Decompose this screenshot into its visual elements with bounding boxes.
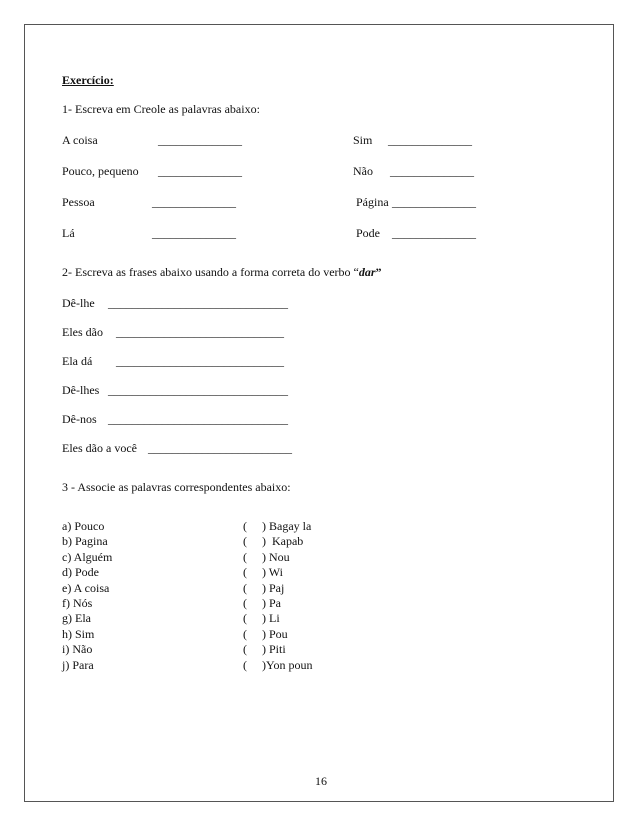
q3-left-item: e) A coisa — [62, 580, 110, 595]
q3-left-item: f) Nós — [62, 596, 93, 610]
q2-phrase: Eles dão — [62, 325, 103, 339]
q2-phrase: Dê-lhes — [62, 383, 100, 397]
q3-right-item[interactable]: ( ) Kapab — [243, 534, 304, 549]
q3-left-item: j) Para — [62, 657, 94, 672]
q1-blank[interactable]: ______________ — [158, 164, 242, 178]
exercise-title: Exercício: — [62, 73, 114, 87]
q3-right-item[interactable]: ( ) Li — [243, 611, 280, 626]
q3-right-item[interactable]: ( )Yon poun — [243, 657, 313, 672]
q2-heading-prefix: 2- Escreva as frases abaixo usando a forma correta do verbo “ — [62, 265, 359, 279]
q3-right-item[interactable]: ( ) Pou — [243, 626, 288, 641]
q2-phrase: Dê-nos — [62, 412, 97, 426]
q1-blank[interactable]: ______________ — [158, 133, 242, 147]
q2-phrase: Eles dão a você — [62, 441, 137, 455]
q3-right-item[interactable]: ( ) Pa — [243, 596, 281, 610]
q2-blank[interactable]: ________________________ — [148, 441, 292, 455]
q3-left-item: a) Pouco — [62, 519, 105, 533]
q2-blank[interactable]: ____________________________ — [116, 354, 284, 368]
q2-blank[interactable]: ______________________________ — [108, 412, 288, 426]
q2-heading-verb: dar — [358, 265, 376, 279]
q3-heading: 3 - Associe as palavras correspondentes abaixo: — [62, 480, 291, 494]
q1-word: A coisa — [62, 133, 98, 147]
q1-blank[interactable]: ______________ — [392, 226, 476, 240]
q1-heading: 1- Escreva em Creole as palavras abaixo: — [62, 102, 260, 116]
q3-left-item: g) Ela — [62, 611, 91, 626]
q2-heading — [62, 265, 382, 279]
q3-right-item[interactable]: ( ) Nou — [243, 549, 290, 564]
q3-right-item[interactable]: ( ) Bagay la — [243, 519, 312, 533]
q3-left-item: h) Sim — [62, 626, 95, 641]
q2-heading-suffix: ” — [375, 265, 382, 279]
q2-blank[interactable]: ______________________________ — [108, 296, 288, 310]
q1-blank[interactable]: ______________ — [390, 164, 474, 178]
q2-phrase: Dê-lhe — [62, 296, 95, 310]
q3-right-item[interactable]: ( ) Paj — [243, 580, 285, 595]
q1-word: Sim — [353, 133, 373, 147]
q1-word: Pode — [356, 226, 380, 240]
q3-right-item[interactable]: ( ) Piti — [243, 642, 286, 657]
q3-left-item: b) Pagina — [62, 534, 108, 549]
q1-blank[interactable]: ______________ — [152, 195, 236, 209]
q3-right-item[interactable]: ( ) Wi — [243, 565, 283, 580]
q1-word: Pessoa — [62, 195, 95, 209]
page-number: 16 — [315, 774, 327, 788]
q3-left-item: c) Alguém — [62, 549, 113, 564]
q1-blank[interactable]: ______________ — [392, 195, 476, 209]
q3-left-item: d) Pode — [62, 565, 99, 580]
q2-blank[interactable]: ______________________________ — [108, 383, 288, 397]
q3-left-item: i) Não — [62, 642, 93, 657]
q2-phrase: Ela dá — [62, 354, 93, 368]
q2-blank[interactable]: ____________________________ — [116, 325, 284, 339]
q1-blank[interactable]: ______________ — [388, 133, 472, 147]
q1-word: Página — [356, 195, 389, 209]
q1-word: Lá — [62, 226, 75, 240]
q1-word: Pouco, pequeno — [62, 164, 139, 178]
q1-blank[interactable]: ______________ — [152, 226, 236, 240]
q1-word: Não — [353, 164, 373, 178]
